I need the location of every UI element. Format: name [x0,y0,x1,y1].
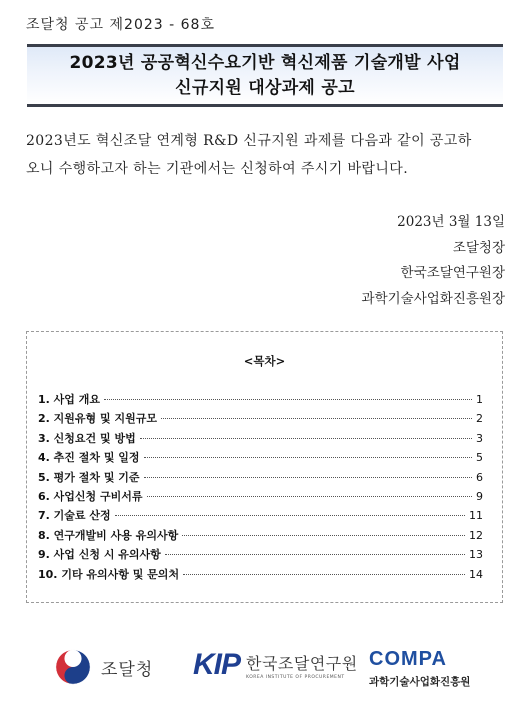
kip-logo-korean: 한국조달연구원 [246,653,358,673]
pps-logo-text: 조달청 [101,659,154,680]
toc-item-label: 6. 사업신청 구비서류 [38,489,143,503]
toc-item-page: 1 [476,393,483,406]
toc-item-label: 4. 추진 절차 및 일정 [38,451,140,465]
toc-leader-dots [140,438,472,439]
taegeuk-icon [54,648,92,686]
toc-item-page: 12 [469,528,483,542]
signatory-kip: 한국조달연구원장 [400,265,505,281]
compa-logo [369,648,470,689]
body-line-1: 2023년도 혁신조달 연계형 R&D 신규지원 과제를 다음과 같이 공고하 [26,133,472,149]
title-banner [27,44,503,107]
toc-item-label: 1. 사업 개요 [38,393,100,406]
toc-item[interactable] [38,546,483,565]
toc-leader-dots [147,496,473,497]
toc-item-page: 6 [476,470,483,484]
toc-item-page: 9 [476,489,483,503]
toc-item[interactable] [38,469,483,488]
toc-item-page: 11 [469,509,483,523]
toc-item-page: 14 [469,567,483,581]
toc-item[interactable] [38,391,483,410]
toc-item[interactable] [38,449,483,468]
kip-logo-mark: KIP [193,648,241,681]
toc-item[interactable] [38,430,483,449]
toc-leader-dots [161,418,472,419]
compa-logo-korean: 과학기술사업화진흥원 [369,676,471,688]
toc-item[interactable] [38,527,483,546]
toc-item[interactable] [38,507,483,526]
toc-item[interactable] [38,410,483,429]
toc-item-page: 13 [469,548,483,562]
notice-number: 조달청 공고 제2023 - 68호 [26,17,215,33]
kip-logo [193,648,358,682]
compa-logo-mark: COMPA [369,648,447,670]
toc-item[interactable] [38,566,483,585]
title-line-1: 2023년 공공혁신수요기반 혁신제품 기술개발 사업 [69,52,461,73]
toc-item[interactable] [38,488,483,507]
toc-item-page: 2 [476,412,483,426]
toc-list [38,391,483,585]
toc-item-label: 9. 사업 신청 시 유의사항 [38,548,161,562]
toc-leader-dots [183,574,465,575]
toc-leader-dots [115,515,465,516]
pps-logo [54,648,153,686]
toc-item-label: 10. 기타 유의사항 및 문의처 [38,567,180,581]
title-line-2: 신규지원 대상과제 공고 [175,77,355,98]
toc-item-label: 5. 평가 절차 및 기준 [38,470,140,484]
signatory-pps: 조달청장 [452,239,505,256]
table-of-contents [26,331,503,603]
toc-leader-dots [144,477,472,478]
signature-block [362,210,505,312]
toc-leader-dots [182,535,465,536]
body-line-2: 오니 수행하고자 하는 기관에서는 신청하여 주시기 바랍니다. [26,161,409,177]
toc-title: <목차> [243,354,286,368]
toc-item-label: 3. 신청요건 및 방법 [38,431,136,445]
toc-item-page: 5 [476,451,483,465]
toc-item-label: 2. 지원유형 및 지원규모 [38,412,157,426]
footer-logos [0,640,529,700]
signatory-compa: 과학기술사업화진흥원장 [361,290,505,307]
toc-leader-dots [104,399,472,400]
toc-leader-dots [165,554,465,555]
kip-logo-english: KOREA INSTITUTE OF PROCUREMENT [246,674,345,680]
toc-leader-dots [144,457,472,458]
announcement-body [26,127,506,183]
announcement-date: 2023년 3월 13일 [397,214,505,230]
toc-item-page: 3 [476,431,483,445]
toc-item-label: 8. 연구개발비 사용 유의사항 [38,528,179,542]
toc-item-label: 7. 기술료 산정 [38,509,111,523]
